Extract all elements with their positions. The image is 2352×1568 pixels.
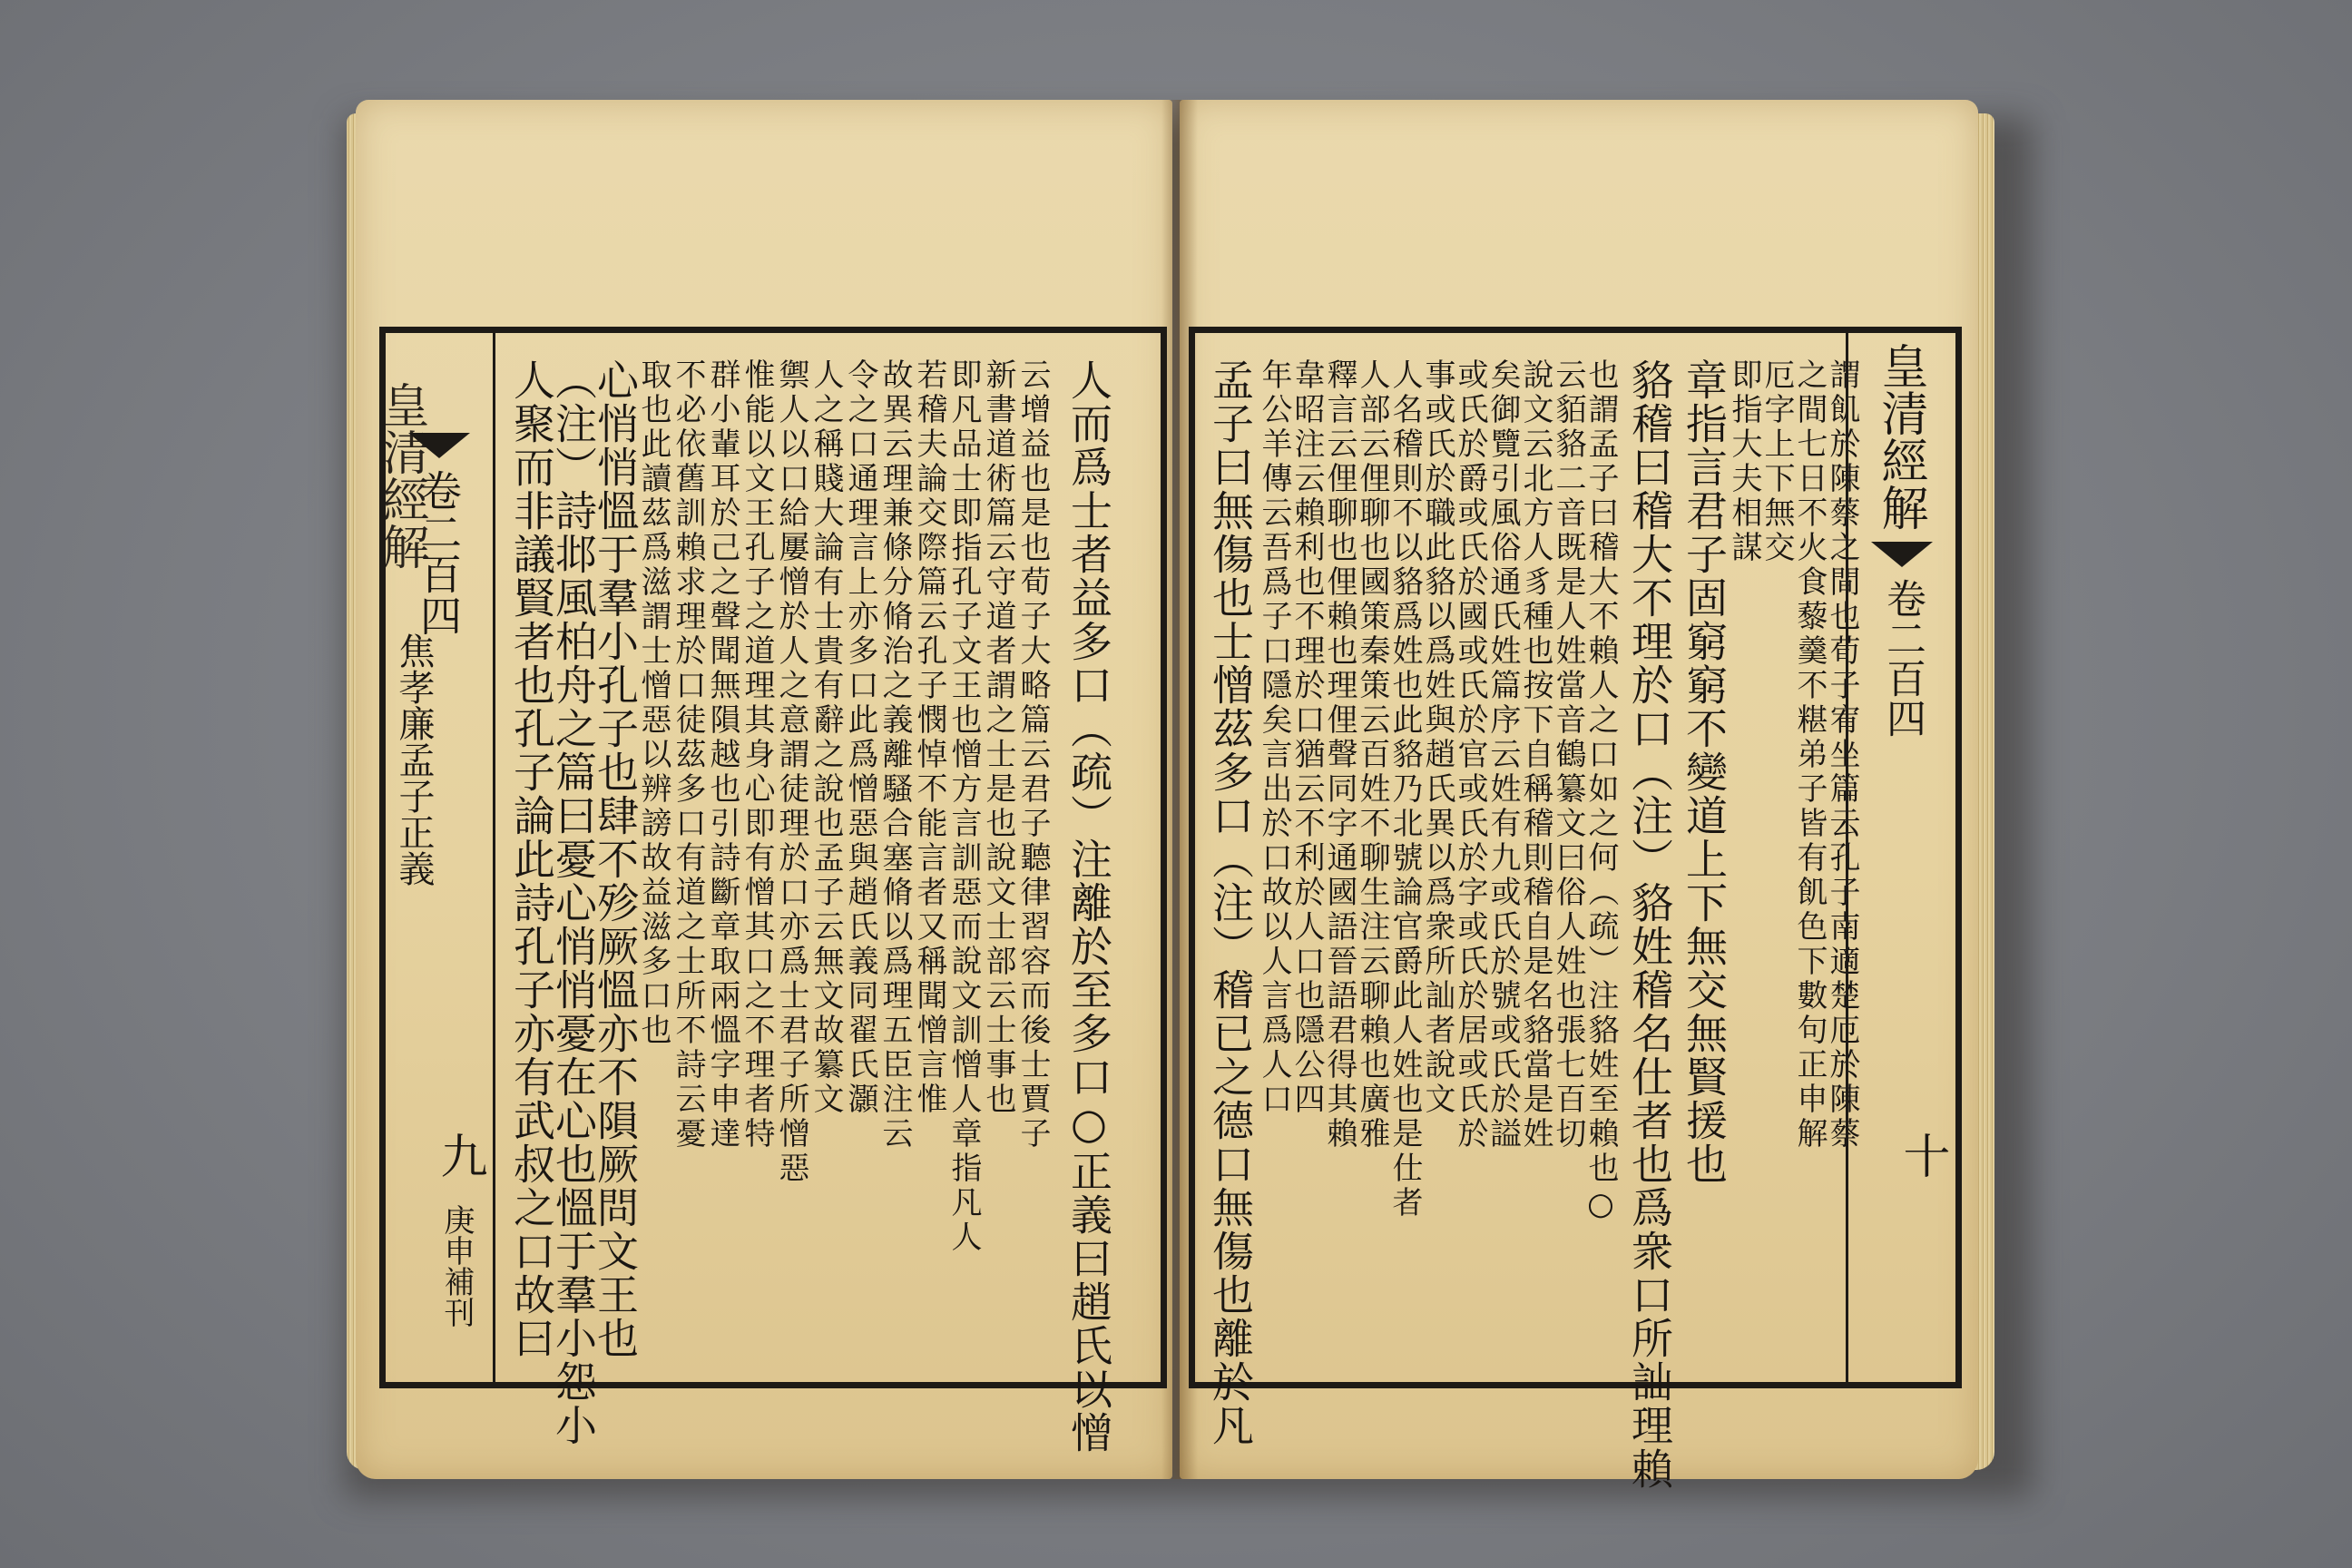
right-column-7: 也謂孟子曰稽大不賴人之口如之何（疏）注貉姓至賴也○ — [1583, 358, 1619, 1226]
left-column-14: 心悄悄慍于羣小孔子也肆不殄厥慍亦不隕厥問文王也 — [591, 358, 640, 1360]
left-column-3: 新書道術篇云守道者謂之士是也說文士部云士事也 — [980, 358, 1016, 1117]
right-print-frame — [1189, 327, 1962, 1491]
left-banxin-volume: 卷二百四 — [414, 469, 463, 636]
right-column-10: 矣御覽引風俗通氏姓篇序云姓有九或氏於號或氏於謚 — [1485, 358, 1521, 1152]
left-banxin — [386, 333, 495, 1382]
left-column-11: 群小輩耳於己之聲聞無隕越也引詩斷章取兩慍字申達 — [704, 358, 740, 1152]
right-column-2: 之間七日不火食藜羹不糂弟子皆有飢色下數句正申解 — [1791, 358, 1828, 1152]
left-column-10: 惟能以文王孔子之道理其身心即有憎其口之不理者特 — [739, 358, 775, 1152]
left-column-16: 人聚而非議賢者也孔子論此詩孔子亦有武叔之口故曰 — [507, 358, 556, 1360]
right-banxin-title: 皇清經解 — [1873, 342, 1927, 531]
right-column-14: 人部云俚聊也國策秦策云百姓不聊生注云聊賴也廣雅 — [1354, 358, 1390, 1152]
right-column-16: 韋昭注云賴利也不理於口猶云不利於人口也隱公四 — [1289, 358, 1325, 1117]
right-banxin — [1846, 333, 1955, 1382]
right-banxin-folio: 十 — [1895, 1132, 1949, 1179]
left-column-12: 不必依舊訓賴求理於口徒茲多口有道之士所不詩云憂 — [670, 358, 706, 1152]
right-column-15: 釋言云俚聊也俚賴也理俚聲同字通國語晉語君得其賴 — [1321, 358, 1357, 1152]
left-margin-title: 皇清經解 — [374, 381, 428, 570]
left-column-4: 即凡品士即指孔子文王也憎方言訓惡而說文訓憎人章指凡人 — [946, 358, 982, 1255]
right-column-1: 謂飢於陳蔡之間也荀子宥坐篇云孔子南適楚厄於陳蔡 — [1824, 358, 1860, 1152]
left-column-15: （注）詩邶風柏舟之篇曰憂心悄悄憂在心也慍于羣小怨小 — [549, 358, 598, 1447]
left-column-13: 取也此讀茲爲滋謂士憎惡以辨謗故益滋多口也 — [635, 358, 671, 1048]
left-column-2: 云增益也是也荀子大略篇云君子聽律習容而後士賈子 — [1014, 358, 1051, 1152]
right-column-12: 事或氏於職此貉以爲姓與趙氏異以爲衆所訕者說文 — [1419, 358, 1455, 1117]
right-column-6: 貉稽曰稽大不理於口（注）貉姓稽名仕者也爲衆口所訕理賴 — [1625, 358, 1674, 1491]
fish-tail-mark — [1871, 542, 1933, 567]
left-column-7: 令之口通理言上亦多口此爲憎惡與趙氏義同翟氏灝 — [842, 358, 878, 1117]
left-column-1: 人而爲士者益多口（疏）注離於至多口○正義曰趙氏以憎 — [1064, 358, 1113, 1455]
right-column-4: 即指大夫相謀 — [1726, 358, 1762, 565]
left-banxin-note: 庚申補刊 — [438, 1204, 475, 1328]
left-column-5: 若稽夫論交際篇云孔子憫悼不能言者又稱聞憎言惟 — [911, 358, 947, 1117]
right-column-3: 厄字上下無交 — [1759, 358, 1795, 565]
right-column-18: 孟子曰無傷也士憎茲多口（注）稽已之德口無傷也離於凡 — [1206, 358, 1255, 1447]
left-banxin-folio: 九 — [432, 1132, 486, 1179]
right-banxin-volume: 卷二百四 — [1879, 578, 1926, 738]
right-column-17: 年公羊傳云吾爲子口隱矣言出於口故以人言爲人口 — [1256, 358, 1292, 1117]
right-column-8: 云貊貉二音既是人姓當音鶴纂文曰俗人姓也張七百切 — [1550, 358, 1586, 1152]
right-column-11: 或氏於爵或氏於國或氏於官或氏於字或氏於居或氏於 — [1452, 358, 1488, 1152]
left-column-8: 人之稱賤大論有士貴有辭之說也孟子云無文故纂文 — [808, 358, 844, 1117]
left-banxin-author: 焦孝廉孟子正義 — [393, 632, 435, 887]
left-column-9: 禦人以口給屢憎於人之意謂徒理於口亦爲士君子所憎惡 — [773, 358, 809, 1186]
left-print-frame — [379, 327, 1167, 1455]
fish-tail-mark — [408, 433, 470, 458]
right-column-5: 章指言君子固窮窮不變道上下無交無賢援也 — [1680, 358, 1729, 1186]
left-column-6: 故異云理兼條分脩治之義離騷合塞脩以爲理五臣注云 — [877, 358, 913, 1152]
right-column-9: 說文云北方人豸種也按下自稱稽則稽自是名貉當是姓 — [1517, 358, 1553, 1152]
right-column-13: 人名稽則不以貉爲姓也此貉乃北號論官爵此人姓也是仕者 — [1387, 358, 1423, 1220]
